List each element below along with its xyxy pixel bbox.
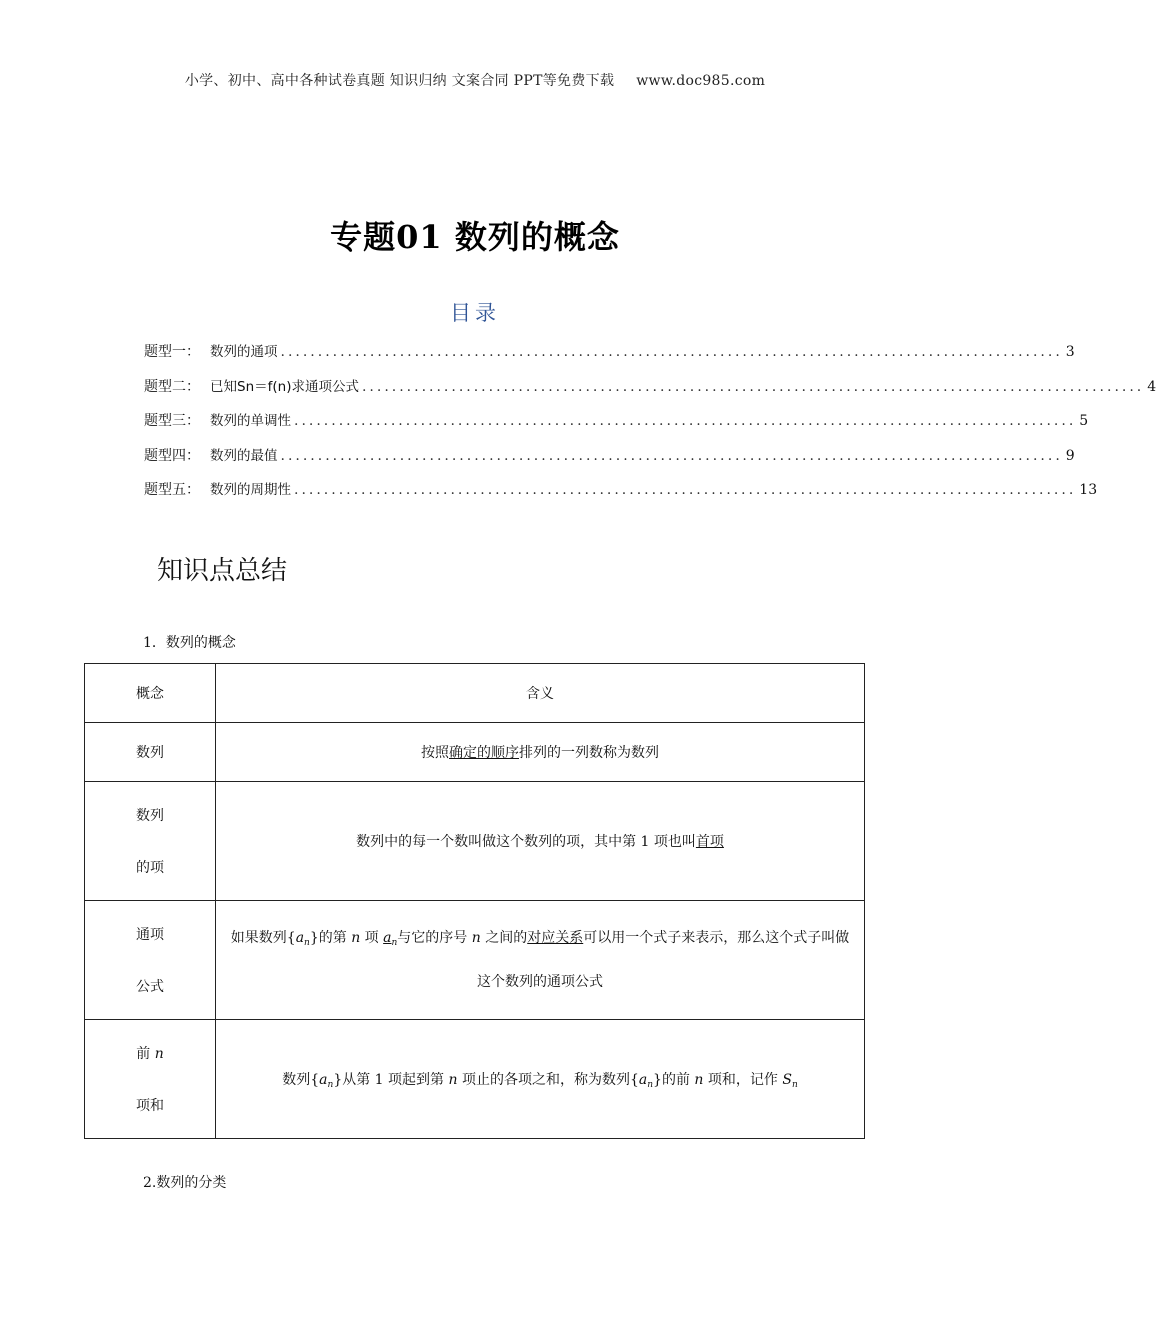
table-of-contents bbox=[144, 340, 1156, 513]
toc-leader: ......................................................................................................... bbox=[280, 344, 1063, 360]
concept-line: 公式 bbox=[136, 979, 164, 995]
toc-item-page: 13 bbox=[1079, 482, 1098, 498]
meaning-text: }的第 bbox=[309, 929, 352, 946]
row-meaning bbox=[216, 723, 865, 782]
page-header bbox=[0, 70, 950, 90]
math-subscript: n bbox=[791, 1079, 798, 1090]
meaning-text: 项止的各项之和，称为数列{ bbox=[457, 1071, 639, 1088]
math-var: n bbox=[351, 929, 361, 946]
table-row bbox=[85, 723, 865, 782]
toc-heading: 目录 bbox=[450, 301, 500, 325]
subsection-heading: 2.数列的分类 bbox=[143, 1175, 227, 1191]
table-header-row bbox=[85, 664, 865, 723]
toc-item-label: 题型一： bbox=[144, 344, 200, 360]
meaning-underlined: 对应关系 bbox=[527, 929, 584, 946]
math-subscript: n bbox=[304, 937, 310, 948]
toc-item-label: 题型五： bbox=[144, 482, 200, 498]
row-meaning bbox=[216, 1020, 865, 1139]
toc-item-label: 题型三： bbox=[144, 413, 200, 429]
concept-line: 项和 bbox=[136, 1098, 164, 1114]
table-row bbox=[85, 1020, 865, 1139]
header-concept: 概念 bbox=[85, 664, 216, 723]
concept-table bbox=[84, 663, 865, 1139]
math-subscript: n bbox=[327, 1079, 334, 1090]
math-var: a bbox=[383, 929, 392, 946]
math-subscript: n bbox=[391, 937, 398, 948]
meaning-text: }从第 1 项起到第 bbox=[333, 1071, 449, 1088]
toc-item-text: 已知Sn＝f(n)求通项公式 bbox=[210, 378, 359, 395]
row-meaning bbox=[216, 782, 865, 901]
toc-item[interactable] bbox=[144, 478, 1098, 513]
concept-line: 通项 bbox=[136, 927, 164, 943]
row-concept: 数列 bbox=[85, 723, 216, 782]
toc-item-text: 数列的周期性 bbox=[210, 482, 291, 498]
row-meaning bbox=[216, 901, 865, 1020]
toc-leader: ......................................................................................................... bbox=[294, 413, 1077, 429]
math-var: n bbox=[694, 1071, 704, 1088]
toc-leader: ......................................................................................................... bbox=[294, 482, 1077, 498]
toc-item-text: 数列的最值 bbox=[210, 447, 278, 464]
meaning-text: 与它的序号 bbox=[397, 929, 472, 946]
meaning-text: 之间的 bbox=[480, 929, 528, 946]
row-concept bbox=[85, 1020, 216, 1139]
math-var: a bbox=[295, 929, 305, 946]
meaning-text: 按照 bbox=[421, 745, 449, 761]
toc-item[interactable] bbox=[144, 340, 1075, 375]
math-var: n bbox=[471, 929, 481, 946]
math-term-underlined bbox=[383, 930, 397, 946]
header-text: 小学、初中、高中各种试卷真题 知识归纳 文案合同 PPT等免费下载 bbox=[184, 73, 615, 89]
concept-line: 的项 bbox=[136, 860, 164, 876]
meaning-paragraph bbox=[216, 919, 864, 1002]
toc-item[interactable] bbox=[144, 444, 1075, 479]
concept-text: 前 bbox=[136, 1046, 155, 1062]
math-var: S bbox=[782, 1071, 792, 1088]
page-title: 专题01 数列的概念 bbox=[330, 218, 620, 256]
math-var: n bbox=[154, 1046, 164, 1062]
math-var: a bbox=[319, 1071, 328, 1088]
toc-item-page: 9 bbox=[1065, 447, 1075, 464]
meaning-text: 如果数列{ bbox=[230, 929, 296, 946]
toc-item-label: 题型四： bbox=[144, 447, 200, 464]
math-var: n bbox=[448, 1071, 458, 1088]
toc-item[interactable] bbox=[144, 375, 1156, 410]
concept-line: 数列 bbox=[136, 808, 164, 824]
meaning-text: 数列{ bbox=[282, 1071, 320, 1088]
math-var: a bbox=[638, 1071, 648, 1088]
toc-item-page: 5 bbox=[1079, 413, 1089, 429]
toc-item[interactable] bbox=[144, 409, 1089, 444]
row-concept bbox=[85, 901, 216, 1020]
toc-item-text: 数列的通项 bbox=[210, 344, 278, 360]
toc-leader: ......................................................................................................... bbox=[361, 378, 1145, 395]
header-meaning: 含义 bbox=[216, 664, 865, 723]
meaning-text: 项 bbox=[360, 929, 384, 946]
meaning-underlined: 首项 bbox=[695, 834, 724, 850]
table-row bbox=[85, 782, 865, 901]
toc-item-text: 数列的单调性 bbox=[210, 413, 291, 429]
meaning-text: 可以用一个式子来表示，那么这个式子叫做这个数列的通项公式 bbox=[477, 929, 850, 990]
table-row bbox=[85, 901, 865, 1020]
toc-item-page: 4 bbox=[1147, 378, 1156, 395]
toc-item-page: 3 bbox=[1065, 344, 1075, 360]
math-subscript: n bbox=[647, 1079, 654, 1090]
subsection-heading: 1．数列的概念 bbox=[143, 635, 236, 651]
toc-leader: ......................................................................................................... bbox=[280, 447, 1063, 464]
section-heading: 知识点总结 bbox=[157, 556, 288, 586]
meaning-text: 数列中的每一个数叫做这个数列的项，其中第 1 项也叫 bbox=[356, 834, 696, 850]
header-url[interactable]: www.doc985.com bbox=[636, 73, 766, 89]
concept-line bbox=[136, 1043, 163, 1063]
meaning-text: }的前 bbox=[653, 1071, 695, 1088]
meaning-text: 排列的一列数称为数列 bbox=[519, 745, 659, 761]
toc-item-label: 题型二： bbox=[144, 378, 200, 395]
row-concept bbox=[85, 782, 216, 901]
meaning-underlined: 确定的顺序 bbox=[449, 745, 519, 761]
meaning-text: 项和，记作 bbox=[703, 1071, 783, 1088]
